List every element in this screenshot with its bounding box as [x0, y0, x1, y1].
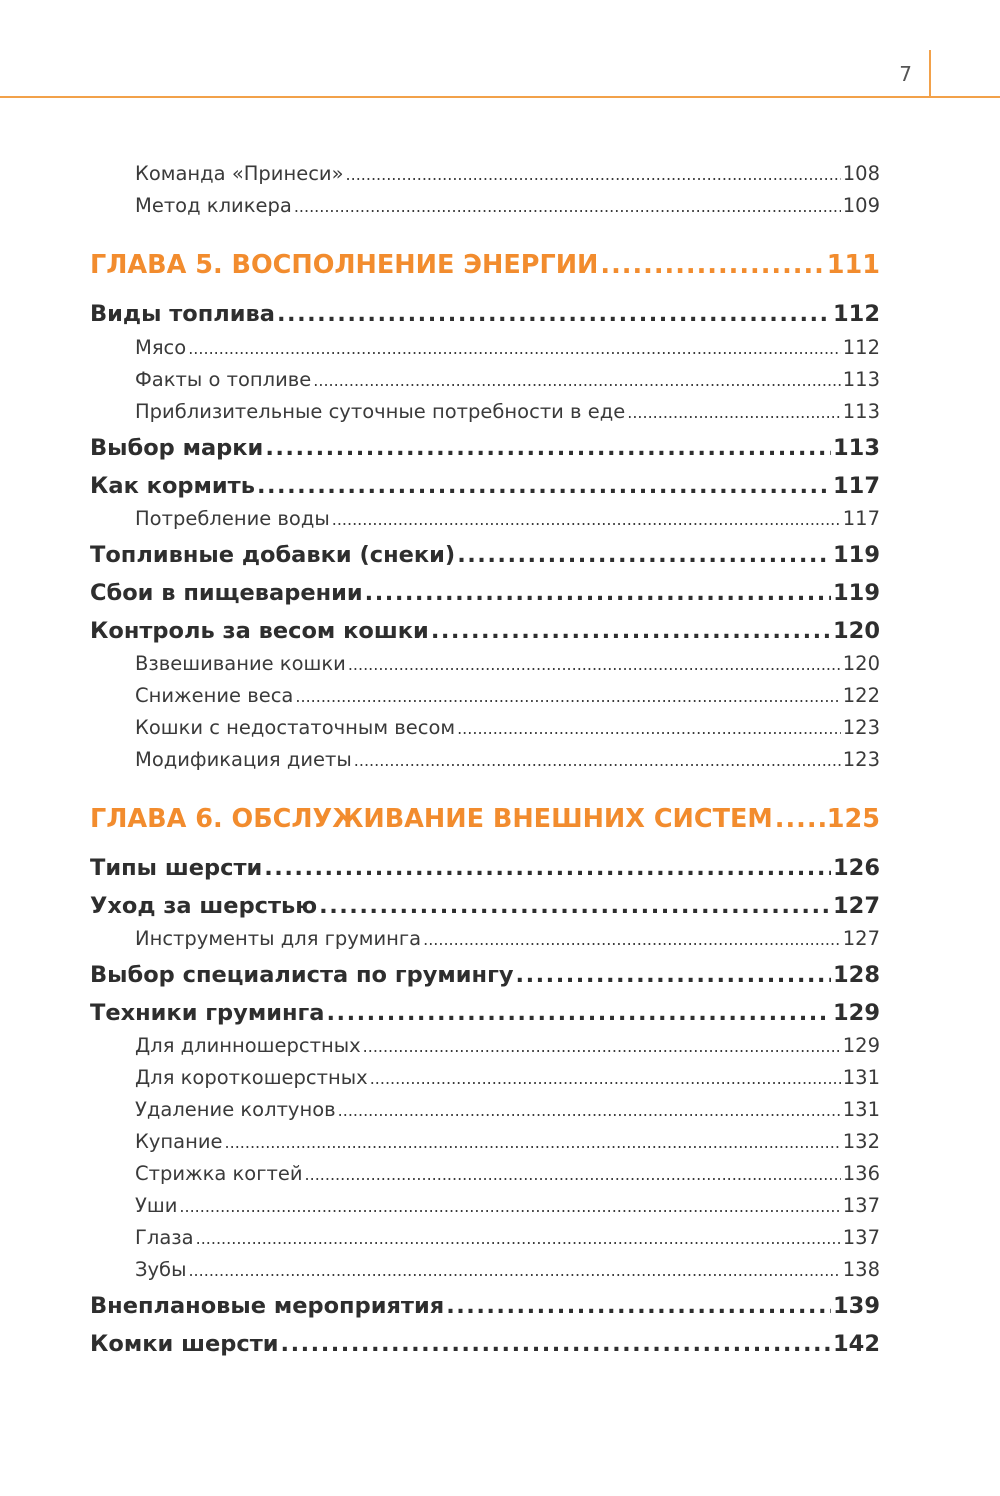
toc-entry-page: 120: [833, 618, 880, 644]
toc-entry-page: 138: [842, 1258, 880, 1281]
toc-entry-title: Метод кликера: [135, 194, 292, 217]
toc-entry-title: Команда «Принеси»: [135, 162, 344, 185]
toc-entry-title: Для короткошерстных: [135, 1066, 368, 1089]
toc-entry-title: Уши: [135, 1194, 178, 1217]
toc-entry-page: 112: [833, 301, 880, 327]
toc-entry-page: 127: [833, 893, 880, 919]
toc-dot-leader: [332, 510, 841, 529]
toc-entry-section: [90, 301, 880, 327]
toc-entry-title: Сбои в пищеварении: [90, 580, 363, 606]
toc-dot-leader: [265, 435, 831, 461]
toc-entry-title: Купание: [135, 1130, 223, 1153]
toc-entry-page: 137: [842, 1226, 880, 1249]
toc-entry-section: [90, 855, 880, 881]
toc-entry-page: 113: [833, 435, 880, 461]
toc-entry-page: 139: [833, 1293, 880, 1319]
toc-entry-page: 131: [842, 1098, 880, 1121]
toc-dot-leader: [338, 1101, 841, 1120]
toc-entry-page: 129: [833, 1000, 880, 1026]
toc-dot-leader: [457, 542, 831, 568]
toc-dot-leader: [326, 1000, 831, 1026]
toc-entry-title: Техники груминга: [90, 1000, 325, 1026]
toc-entry-chapter: [90, 804, 880, 834]
toc-dot-leader: [627, 403, 841, 422]
toc-entry-sub: [135, 1194, 880, 1217]
toc-dot-leader: [363, 1037, 841, 1056]
toc-entry-section: [90, 618, 880, 644]
toc-entry-title: Кошки с недостаточным весом: [135, 716, 456, 739]
toc-entry-title: Глаза: [135, 1226, 194, 1249]
toc-entry-sub: [135, 684, 880, 707]
toc-entry-sub: [135, 400, 880, 423]
toc-entry-title: Взвешивание кошки: [135, 652, 346, 675]
toc-entry-page: 125: [826, 804, 880, 834]
toc-entry-page: 128: [833, 962, 880, 988]
toc-entry-title: Контроль за весом кошки: [90, 618, 429, 644]
toc-dot-leader: [431, 618, 831, 644]
toc-dot-leader: [188, 1261, 840, 1280]
toc-entry-sub: [135, 336, 880, 359]
toc-entry-title: Как кормить: [90, 473, 255, 499]
toc-entry-page: 126: [833, 855, 880, 881]
toc-dot-leader: [257, 473, 831, 499]
toc-entry-page: 109: [842, 194, 880, 217]
toc-entry-page: 112: [842, 336, 880, 359]
toc-entry-section: [90, 1293, 880, 1319]
toc-entry-page: 136: [842, 1162, 880, 1185]
toc-dot-leader: [348, 655, 841, 674]
toc-entry-title: Модификация диеты: [135, 748, 352, 771]
toc-entry-sub: [135, 748, 880, 771]
toc-entry-section: [90, 893, 880, 919]
toc-entry-sub: [135, 1034, 880, 1057]
toc-entry-title: Для длинношерстных: [135, 1034, 361, 1057]
toc-entry-page: 127: [842, 927, 880, 950]
toc-dot-leader: [446, 1293, 831, 1319]
toc-entry-title: Факты о топливе: [135, 368, 312, 391]
toc-entry-sub: [135, 1066, 880, 1089]
toc-dot-leader: [775, 804, 825, 834]
header-vertical-rule: [929, 50, 931, 98]
toc-entry-title: ГЛАВА 6. ОБСЛУЖИВАНИЕ ВНЕШНИХ СИСТЕМ: [90, 804, 773, 834]
toc-entry-title: Приблизительные суточные потребности в еде: [135, 400, 626, 423]
toc-entry-page: 119: [833, 542, 880, 568]
toc-entry-page: 131: [842, 1066, 880, 1089]
toc-entry-title: Стрижка когтей: [135, 1162, 303, 1185]
toc-dot-leader: [516, 962, 832, 988]
toc-entry-title: Типы шерсти: [90, 855, 263, 881]
toc-dot-leader: [305, 1165, 841, 1184]
toc-entry-page: 117: [833, 473, 880, 499]
header-rule: [0, 96, 1000, 98]
toc-entry-sub: [135, 927, 880, 950]
toc-entry-title: Виды топлива: [90, 301, 275, 327]
toc-entry-page: 122: [842, 684, 880, 707]
toc-dot-leader: [188, 339, 841, 358]
toc-dot-leader: [370, 1069, 841, 1088]
toc-entry-section: [90, 962, 880, 988]
toc-entry-page: 117: [842, 507, 880, 530]
toc-entry-title: Потребление воды: [135, 507, 330, 530]
toc-entry-page: 142: [833, 1331, 880, 1357]
toc-dot-leader: [313, 371, 841, 390]
toc-entry-section: [90, 542, 880, 568]
toc-entry-title: ГЛАВА 5. ВОСПОЛНЕНИЕ ЭНЕРГИИ: [90, 250, 599, 280]
toc-entry-title: Удаление колтунов: [135, 1098, 336, 1121]
toc-entry-sub: [135, 716, 880, 739]
toc-entry-section: [90, 1000, 880, 1026]
toc-entry-sub: [135, 1162, 880, 1185]
toc-entry-section: [90, 435, 880, 461]
toc-entry-title: Мясо: [135, 336, 187, 359]
toc-dot-leader: [196, 1229, 841, 1248]
toc-dot-leader: [225, 1133, 841, 1152]
toc-entry-title: Инструменты для груминга: [135, 927, 422, 950]
toc-dot-leader: [354, 751, 841, 770]
toc-entry-title: Выбор марки: [90, 435, 264, 461]
toc-dot-leader: [365, 580, 831, 606]
toc-entry-title: Топливные добавки (снеки): [90, 542, 456, 568]
toc-dot-leader: [294, 197, 841, 216]
toc-entry-page: 129: [842, 1034, 880, 1057]
toc-dot-leader: [277, 301, 831, 327]
toc-entry-chapter: [90, 250, 880, 280]
toc-dot-leader: [457, 719, 841, 738]
toc-entry-sub: [135, 1130, 880, 1153]
toc-entry-title: Уход за шерстью: [90, 893, 318, 919]
toc-entry-page: 113: [842, 368, 880, 391]
toc-entry-sub: [135, 368, 880, 391]
toc-entry-title: Снижение веса: [135, 684, 294, 707]
toc-entry-section: [90, 1331, 880, 1357]
toc-dot-leader: [281, 1331, 832, 1357]
toc-dot-leader: [264, 855, 831, 881]
toc-entry-page: 119: [833, 580, 880, 606]
toc-entry-sub: [135, 1226, 880, 1249]
toc-entry-page: 111: [826, 250, 880, 280]
toc-entry-sub: [135, 507, 880, 530]
toc-entry-title: Выбор специалиста по грумингу: [90, 962, 514, 988]
toc-entry-page: 120: [842, 652, 880, 675]
toc-dot-leader: [600, 250, 824, 280]
toc-entry-page: 108: [842, 162, 880, 185]
toc-entry-sub: [135, 194, 880, 217]
toc-dot-leader: [346, 165, 841, 184]
toc-entry-page: 123: [842, 716, 880, 739]
toc-entry-page: 132: [842, 1130, 880, 1153]
toc-entry-sub: [135, 1258, 880, 1281]
toc-entry-section: [90, 473, 880, 499]
toc-entry-page: 113: [842, 400, 880, 423]
toc-entry-sub: [135, 652, 880, 675]
toc-entry-page: 123: [842, 748, 880, 771]
toc-entry-title: Зубы: [135, 1258, 187, 1281]
toc-dot-leader: [423, 930, 841, 949]
toc-entry-title: Внеплановые мероприятия: [90, 1293, 445, 1319]
toc-dot-leader: [295, 687, 840, 706]
toc-entry-page: 137: [842, 1194, 880, 1217]
page-header: [0, 0, 1000, 100]
toc-entry-sub: [135, 1098, 880, 1121]
toc-entry-sub: [135, 162, 880, 185]
toc-dot-leader: [179, 1197, 840, 1216]
page-number: 7: [899, 62, 912, 86]
toc-dot-leader: [319, 893, 831, 919]
toc-entry-title: Комки шерсти: [90, 1331, 279, 1357]
toc-entry-section: [90, 580, 880, 606]
